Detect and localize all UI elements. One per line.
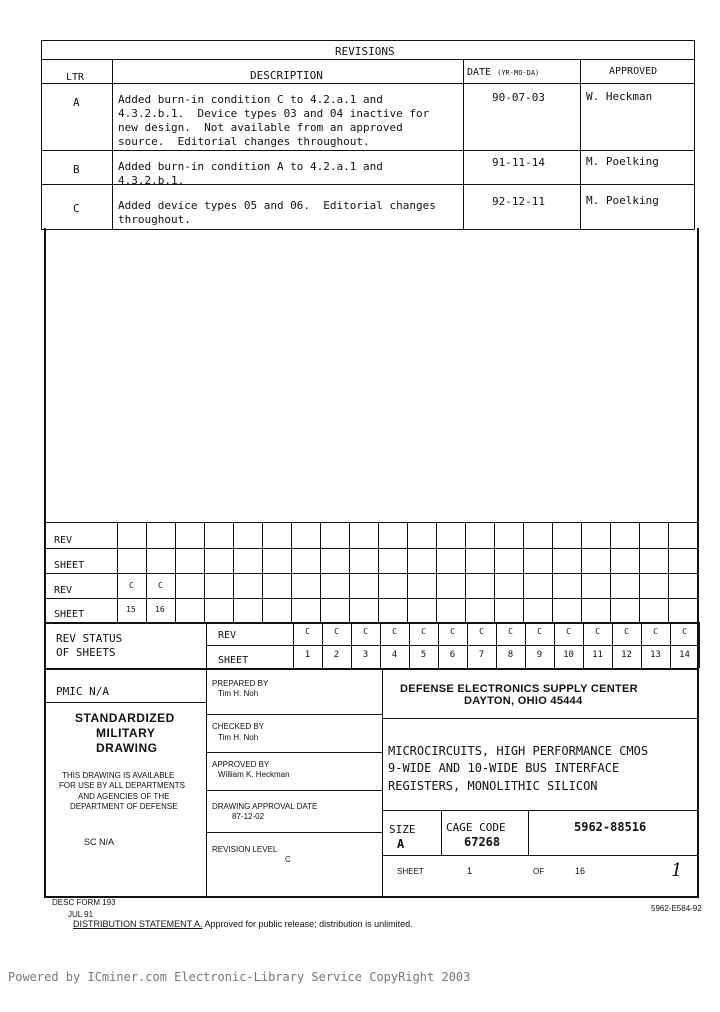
sc-code: SC N/A [84,837,115,847]
status-rev-cell: C [305,627,310,636]
revision-level-label: REVISION LEVEL [212,845,278,854]
distribution-text: Approved for public release; distribution is unlimited. [202,919,413,929]
status-rev-cell: C [479,627,484,636]
status-rev-cell: C [392,627,397,636]
ltr-header: LTR [66,72,85,83]
status-sheet-label: SHEET [218,655,249,666]
availability-note: DEPARTMENT OF DEFENSE [70,802,178,811]
rev-date: 91-11-14 [492,156,545,169]
rev-status-label: OF SHEETS [56,646,116,659]
rev-description: Added burn-in condition A to 4.2.a.1 and 4.3.2.b.1. [118,160,383,187]
distribution-label: DISTRIBUTION STATEMENT A. [73,919,203,929]
rev-date: 90-07-03 [492,91,545,104]
grid-sheet-cell: 15 [126,605,136,614]
smd-title: MILITARY [96,726,156,740]
pmic: PMIC N/A [56,685,109,698]
rev-ltr: A [73,96,80,109]
status-sheet-cell: 1 [304,650,311,660]
status-sheet-cell: 3 [362,650,369,660]
checked-label: CHECKED BY [212,722,265,731]
status-rev-cell: C [508,627,513,636]
status-sheet-cell: 5 [420,650,427,660]
status-sheet-cell: 13 [650,650,661,660]
rev-status-label: REV STATUS [56,632,123,645]
status-rev-cell: C [421,627,426,636]
form-id: DESC FORM 193 [52,898,116,907]
status-sheet-cell: 10 [563,650,574,660]
status-rev-cell: C [624,627,629,636]
status-sheet-cell: 9 [536,650,543,660]
rev-description: Added burn-in condition C to 4.2.a.1 and 4.3.2.b.1. Device types 03 and 04 inactive for new design. Not available from an approved source. Editorial changes throughout. [118,93,430,148]
agency-name: DEFENSE ELECTRONICS SUPPLY CENTER [400,683,638,695]
approved-label: APPROVED BY [212,760,270,769]
approved-name: William K. Heckman [218,770,290,779]
status-sheet-cell: 14 [679,650,690,660]
rev-approver: M. Poelking [586,194,659,207]
status-rev-cell: C [682,627,687,636]
status-sheet-cell: 2 [333,650,340,660]
status-sheet-cell: 12 [621,650,632,660]
revisions-title: REVISIONS [335,45,395,58]
doc-title: MICROCIRCUITS, HIGH PERFORMANCE CMOS [388,744,649,758]
handwritten-sheet-mark: 1 [671,860,683,881]
rev-ltr: C [73,202,80,215]
status-sheet-cell: 7 [478,650,485,660]
revision-level: C [285,855,291,864]
grid-rev-cell: C [129,581,134,590]
grid-sheet-cell: 16 [155,605,165,614]
checked-name: Tim H. Noh [218,733,259,742]
prepared-label: PREPARED BY [212,679,269,688]
status-rev-cell: C [334,627,339,636]
document-number: 5962-88516 [574,820,647,834]
drawing-date-label: DRAWING APPROVAL DATE [212,802,318,811]
status-rev-cell: C [537,627,542,636]
smd-title: DRAWING [96,741,158,755]
date-header: DATE (YR-MO-DA) [467,67,540,78]
status-rev-cell: C [363,627,368,636]
status-rev-cell: C [595,627,600,636]
status-sheet-cell: 8 [507,650,514,660]
rev-date: 92-12-11 [492,195,545,208]
availability-note: FOR USE BY ALL DEPARTMENTS [59,781,185,790]
grid-rev-label: REV [54,535,73,546]
cage-code-label: CAGE CODE [446,821,506,834]
rev-approver: W. Heckman [586,90,653,103]
distribution-statement [73,919,413,929]
grid-rev-label: REV [54,585,73,596]
status-sheet-cell: 6 [449,650,456,660]
drawing-date: 87-12-02 [232,812,265,821]
status-rev-cell: C [653,627,658,636]
sheet-label: SHEET [397,867,424,876]
grid-rev-cell: C [158,581,163,590]
cage-code: 67268 [464,835,501,849]
doc-title: 9-WIDE AND 10-WIDE BUS INTERFACE [388,761,620,775]
agency-address: DAYTON, OHIO 45444 [464,695,583,707]
availability-note: THIS DRAWING IS AVAILABLE [62,771,175,780]
doc-title: REGISTERS, MONOLITHIC SILICON [388,779,598,793]
description-header: DESCRIPTION [250,69,323,82]
approved-header: APPROVED [609,66,658,77]
prepared-name: Tim H. Noh [218,689,259,698]
availability-note: AND AGENCIES OF THE [78,792,170,801]
smd-title: STANDARDIZED [75,711,175,725]
status-sheet-cell: 4 [391,650,398,660]
rev-description: Added device types 05 and 06. Editorial changes throughout. [118,199,436,226]
status-rev-cell: C [566,627,571,636]
of-label: OF [533,867,545,876]
form-code: 5962-E584-92 [651,904,702,913]
size-label: SIZE [389,823,416,836]
grid-sheet-label: SHEET [54,560,85,571]
sheet-number: 1 [467,866,473,876]
size-value: A [397,837,405,851]
rev-ltr: B [73,163,80,176]
total-sheets: 16 [575,866,586,876]
status-rev-label: REV [218,630,237,641]
status-sheet-cell: 11 [592,650,603,660]
status-rev-cell: C [450,627,455,636]
footer-copyright: Powered by ICminer.com Electronic-Library Service CopyRight 2003 [8,970,471,984]
form-date: JUL 91 [68,910,94,919]
grid-sheet-label: SHEET [54,609,85,620]
rev-approver: M. Poelking [586,155,659,168]
